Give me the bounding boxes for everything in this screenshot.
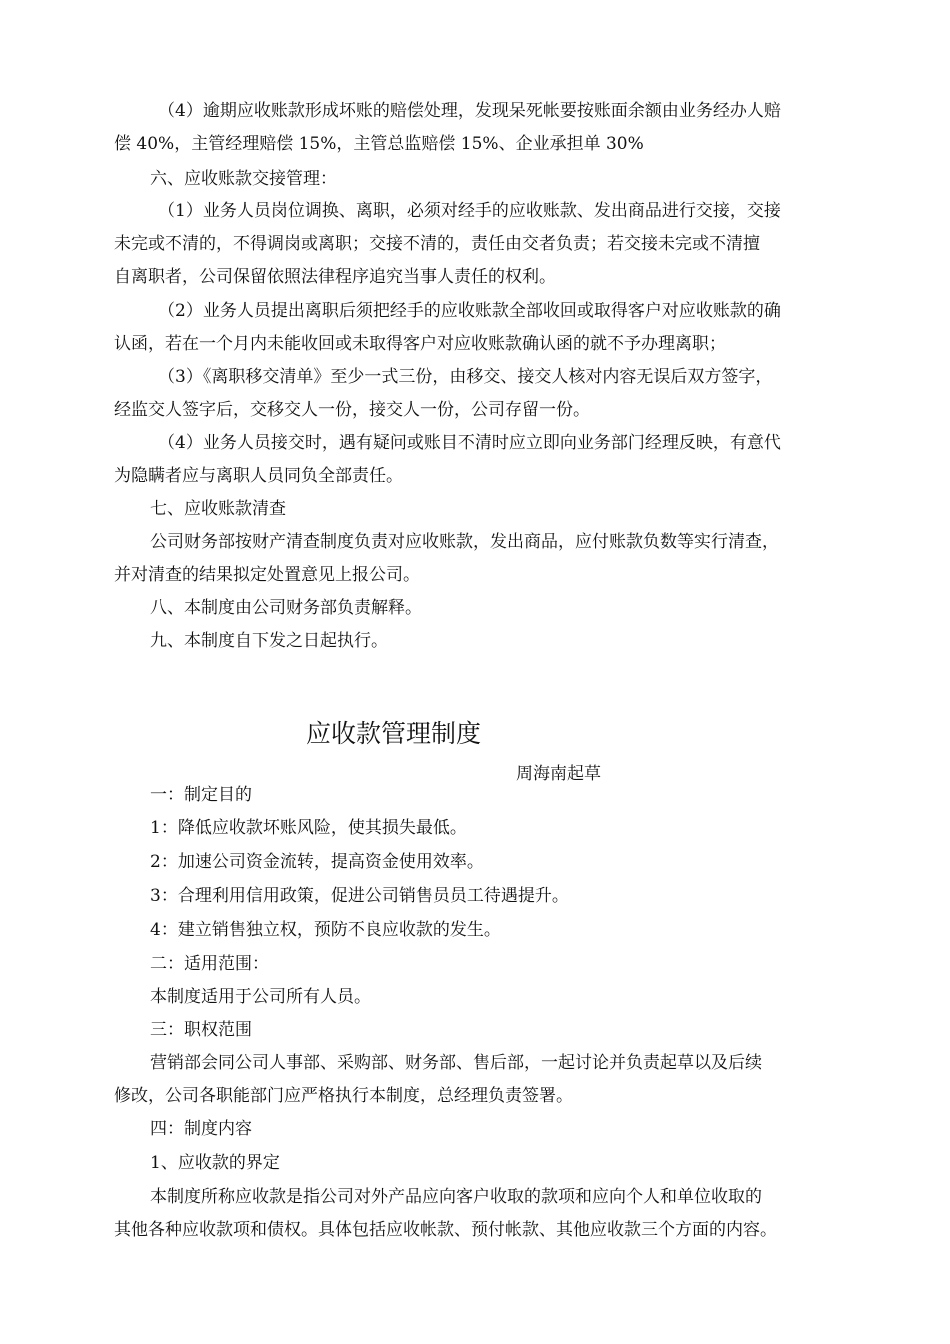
paragraph-line: 本制度所称应收款是指公司对外产品应向客户收取的款项和应向个人和单位收取的	[150, 1187, 762, 1207]
paragraph-line: 营销部会同公司人事部、采购部、财务部、售后部，一起讨论并负责起草以及后续	[150, 1053, 762, 1073]
section-heading: 七、应收账款清查	[150, 499, 286, 519]
paragraph-line: （2）业务人员提出离职后须把经手的应收账款全部收回或取得客户对应收账款的确	[158, 301, 781, 321]
section-heading: 六、应收账款交接管理：	[150, 169, 337, 189]
author-line: 周海南起草	[516, 764, 601, 784]
section-heading: 1、应收款的界定	[150, 1153, 280, 1173]
section-heading: 八、本制度由公司财务部负责解释。	[150, 598, 422, 618]
list-item: 2：加速公司资金流转，提高资金使用效率。	[150, 852, 484, 872]
paragraph-line: 认函，若在一个月内未能收回或未取得客户对应收账款确认函的就不予办理离职；	[114, 334, 726, 354]
paragraph-line: 公司财务部按财产清查制度负责对应收账款，发出商品，应付账款负数等实行清查，	[150, 532, 779, 552]
paragraph-line: （4）逾期应收账款形成坏账的赔偿处理，发现呆死帐要按账面余额由业务经办人赔	[158, 101, 781, 121]
list-item: 4：建立销售独立权，预防不良应收款的发生。	[150, 920, 501, 940]
list-item: 1：降低应收款坏账风险，使其损失最低。	[150, 818, 467, 838]
section-heading: 三：职权范围	[150, 1020, 252, 1040]
list-item: 3：合理利用信用政策，促进公司销售员员工待遇提升。	[150, 886, 569, 906]
section-heading: 四：制度内容	[150, 1119, 252, 1139]
paragraph-line: 并对清查的结果拟定处置意见上报公司。	[114, 565, 420, 585]
section-heading: 一：制定目的	[150, 785, 252, 805]
paragraph-line: 自离职者，公司保留依照法律程序追究当事人责任的权利。	[114, 267, 556, 287]
section-heading: 二：适用范围：	[150, 954, 269, 974]
paragraph-line: 修改，公司各职能部门应严格执行本制度，总经理负责签署。	[114, 1086, 573, 1106]
paragraph-line: （1）业务人员岗位调换、离职，必须对经手的应收账款、发出商品进行交接，交接	[158, 201, 781, 221]
paragraph-line: 其他各种应收款项和债权。具体包括应收帐款、预付帐款、其他应收款三个方面的内容。	[114, 1220, 777, 1240]
document-title: 应收款管理制度	[306, 719, 482, 748]
paragraph-line: （4）业务人员接交时，遇有疑问或账目不清时应立即向业务部门经理反映，有意代	[158, 433, 781, 453]
paragraph-line: 为隐瞒者应与离职人员同负全部责任。	[114, 466, 403, 486]
paragraph-line: 未完或不清的，不得调岗或离职；交接不清的，责任由交者负责；若交接未完或不清擅	[114, 234, 760, 254]
paragraph-line: 经监交人签字后，交移交人一份，接交人一份，公司存留一份。	[114, 400, 590, 420]
paragraph-line: 偿 40%，主管经理赔偿 15%，主管总监赔偿 15%、企业承担单 30%	[114, 134, 644, 154]
section-heading: 九、本制度自下发之日起执行。	[150, 631, 388, 651]
paragraph-line: （3）《离职移交清单》至少一式三份，由移交、接交人核对内容无误后双方签字，	[158, 367, 773, 387]
paragraph-line: 本制度适用于公司所有人员。	[150, 987, 371, 1007]
